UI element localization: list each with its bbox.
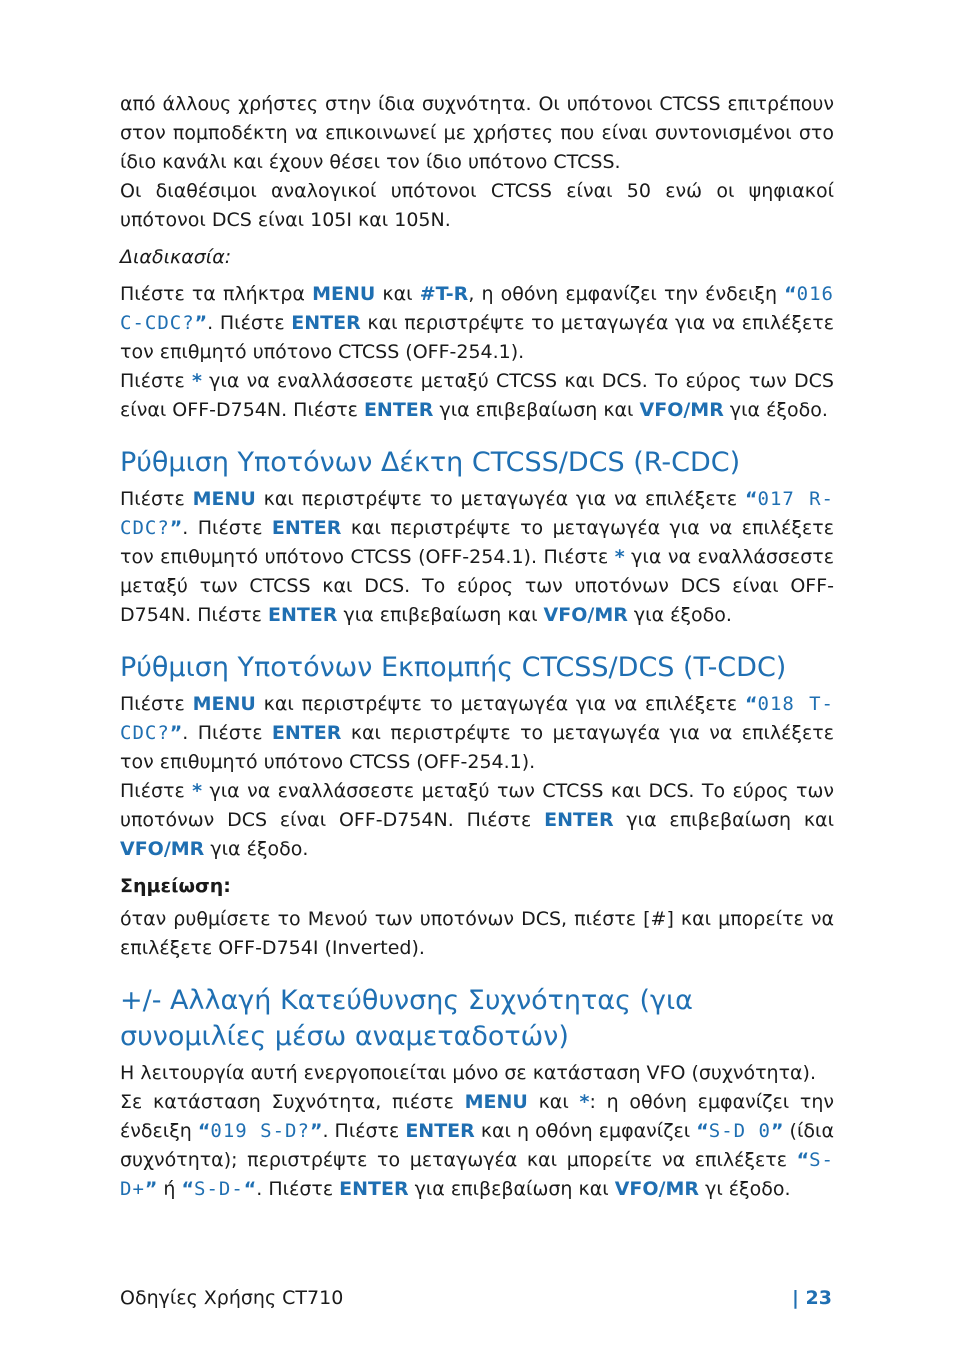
text: για να εναλλάσσεστε μεταξύ CTCSS και DCS. Το εύρος των DCS είναι OFF-D754N. Πιέστε xyxy=(120,370,834,421)
text: για έξοδο. xyxy=(627,604,732,626)
shift-paragraph-1: Η λειτουργία αυτή ενεργοποιείται μόνο σε κατάσταση VFO (συχνότητα). xyxy=(120,1062,817,1084)
procedure-step-2 xyxy=(120,367,834,425)
text: και xyxy=(527,1091,580,1113)
text: . Πιέστε xyxy=(207,312,292,334)
vfo-mr-key: VFO/MR xyxy=(120,838,205,860)
quote: ” xyxy=(194,312,208,334)
enter-key: ENTER xyxy=(271,517,342,539)
text: . Πιέστε xyxy=(256,1178,340,1200)
quote: “ xyxy=(181,1178,195,1200)
text: Πιέστε xyxy=(120,693,193,715)
vfo-mr-key: VFO/MR xyxy=(639,399,724,421)
quote: ” xyxy=(169,517,183,539)
text: και περιστρέψτε το μεταγωγέα για να επιλέξετε xyxy=(255,693,746,715)
text: και περιστρέψτε το μεταγωγέα για να επιλέξετε τον επιθμητό υπότονο CTCSS (OFF-254.1). xyxy=(120,312,835,363)
text: για επιβεβαίωση και xyxy=(337,604,544,626)
star-key: * xyxy=(192,780,203,802)
enter-key: ENTER xyxy=(363,399,434,421)
page-content xyxy=(120,90,834,1204)
quote: “ xyxy=(796,1149,810,1171)
lcd-display-text: 018 T-CDC? xyxy=(120,693,834,744)
text: . Πιέστε xyxy=(322,1120,406,1142)
text: . Πιέστε xyxy=(182,722,272,744)
text: για να εναλλάσσεστε μεταξύ των CTCSS και DCS. Το εύρος των υποτόνων DCS είναι OFF-D754N. Πιέστε xyxy=(120,546,834,626)
text: (ίδια συχνότητα); περιστρέψτε το μεταγωγέα και μπορείτε να επιλέξετε xyxy=(120,1120,834,1171)
text: Σε κατάσταση Συχνότητα, πιέστε xyxy=(120,1091,465,1113)
lcd-display-text: S-D+ xyxy=(120,1149,834,1200)
page-number: | 23 xyxy=(792,1287,832,1309)
intro-paragraph-2: Οι διαθέσιμοι αναλογικοί υπότονοι CTCSS είναι 50 ενώ οι ψηφιακοί υπότονοι DCS είναι 105I και 105N. xyxy=(120,180,834,231)
text: ή xyxy=(157,1178,182,1200)
vfo-mr-key: VFO/MR xyxy=(614,1178,700,1200)
star-key: * xyxy=(614,546,625,568)
text: για επιβεβαίωση και xyxy=(433,399,640,421)
text: Πιέστε τα πλήκτρα xyxy=(120,283,313,305)
quote: ” xyxy=(771,1120,784,1142)
text: για έξοδο. xyxy=(723,399,828,421)
vfo-mr-key: VFO/MR xyxy=(543,604,628,626)
menu-key: MENU xyxy=(192,488,256,510)
enter-key: ENTER xyxy=(291,312,361,334)
text: Πιέστε xyxy=(120,370,192,392)
text: : η οθόνη εμφανίζει την ένδειξη xyxy=(120,1091,835,1142)
section-heading-shift: +/- Αλλαγή Κατεύθυνσης Συχνότητας (για συνομιλίες μέσω αναμεταδοτών) xyxy=(120,985,693,1052)
text: και περιστρέψτε το μεταγωγέα για να επιλέξετε τον επιθυμητό υπότονο CTCSS (OFF-254.1). Πιέστε xyxy=(120,517,834,568)
tcdc-paragraph-2 xyxy=(120,777,834,864)
star-key: * xyxy=(192,370,202,392)
text: για έξοδο. xyxy=(204,838,309,860)
intro-paragraph-1: από άλλους χρήστες στην ίδια συχνότητα. Οι υπότονοι CTCSS επιτρέπουν στον πομποδέκτη να επικοινωνεί με χρήστες που είναι συντονισμένοι στο ίδιο κανάλι και έχουν θέσει τον ίδιο υπότονο CTCSS. xyxy=(120,93,834,173)
menu-key: MENU xyxy=(464,1091,528,1113)
lcd-display-text: S-D- xyxy=(194,1178,244,1200)
text: για επιβεβαίωση και xyxy=(408,1178,615,1200)
section-heading-rcdc: Ρύθμιση Υποτόνων Δέκτη CTCSS/DCS (R-CDC) xyxy=(120,447,741,478)
quote: “ xyxy=(745,693,758,715)
quote: “ xyxy=(197,1120,211,1142)
star-key: * xyxy=(579,1091,590,1113)
tcdc-paragraph-1 xyxy=(120,690,834,777)
quote: ” xyxy=(309,1120,323,1142)
text: Πιέστε xyxy=(120,488,193,510)
quote: “ xyxy=(745,488,758,510)
enter-key: ENTER xyxy=(544,809,614,831)
text: . Πιέστε xyxy=(182,517,272,539)
tr-key: #T-R xyxy=(419,283,469,305)
rcdc-paragraph xyxy=(120,485,834,630)
text: , η οθόνη εμφανίζει την ένδειξη xyxy=(468,283,785,305)
lcd-display-text: 017 R-CDC? xyxy=(120,488,834,539)
text: γι έξοδο. xyxy=(699,1178,791,1200)
quote: “ xyxy=(784,283,797,305)
text: και περιστρέψτε το μεταγωγέα για να επιλέξετε τον επιθυμητό υπότονο CTCSS (OFF-254.1). xyxy=(120,722,834,773)
quote: “ xyxy=(696,1120,709,1142)
lcd-display-text: 016 C-CDC? xyxy=(120,283,834,334)
section-heading-tcdc: Ρύθμιση Υποτόνων Εκπομπής CTCSS/DCS (T-CDC) xyxy=(120,652,787,683)
menu-key: MENU xyxy=(192,693,256,715)
quote: ” xyxy=(169,722,183,744)
lcd-display-text: 019 S-D? xyxy=(210,1120,310,1142)
enter-key: ENTER xyxy=(405,1120,475,1142)
enter-key: ENTER xyxy=(271,722,342,744)
text: και η οθόνη εμφανίζει xyxy=(474,1120,697,1142)
text: και περιστρέψτε το μεταγωγέα για να επιλέξετε xyxy=(255,488,746,510)
procedure-label: Διαδικασία: xyxy=(120,246,232,268)
text: για επιβεβαίωση και xyxy=(613,809,835,831)
enter-key: ENTER xyxy=(339,1178,409,1200)
text: Πιέστε xyxy=(120,780,193,802)
shift-paragraph-2 xyxy=(120,1088,834,1204)
quote: “ xyxy=(243,1178,257,1200)
note-label: Σημείωση: xyxy=(120,875,231,897)
note-text: όταν ρυθμίσετε το Μενού των υποτόνων DCS, πιέστε [#] και μπορείτε να επιλέξετε OFF-D754I (Inverted). xyxy=(120,908,834,959)
text: για να εναλλάσσεστε μεταξύ των CTCSS και DCS. Το εύρος των υποτόνων DCS είναι OFF-D754N. Πιέστε xyxy=(120,780,834,831)
text: και xyxy=(375,283,420,305)
footer-title: Οδηγίες Χρήσης CT710 xyxy=(120,1287,344,1309)
enter-key: ENTER xyxy=(267,604,338,626)
procedure-step-1 xyxy=(120,280,834,367)
quote: ” xyxy=(144,1178,158,1200)
lcd-display-text: S-D 0 xyxy=(708,1120,771,1142)
menu-key: MENU xyxy=(312,283,376,305)
